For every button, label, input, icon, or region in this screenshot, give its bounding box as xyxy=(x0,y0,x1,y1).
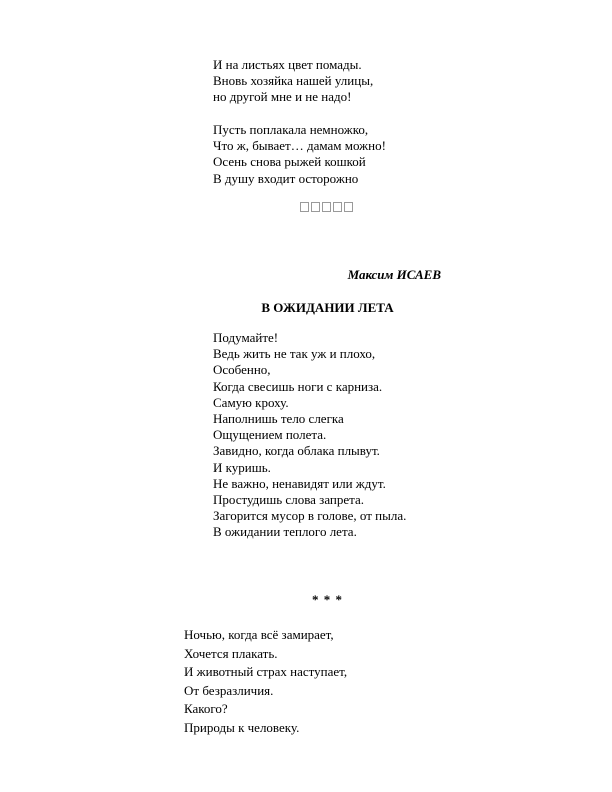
poem-line: И животный страх наступает, xyxy=(184,664,348,679)
poem-line: Подумайте! xyxy=(213,330,279,345)
section-separator: * * * xyxy=(312,592,343,607)
poem-line: Какого? xyxy=(184,701,228,716)
poem-line: И на листьях цвет помады. xyxy=(213,57,362,72)
poem-line: Когда свесишь ноги с карниза. xyxy=(213,378,383,394)
poem-line: Что ж, бывает… дамам можно! xyxy=(213,138,386,154)
author-name: Максим ИСАЕВ xyxy=(347,267,441,282)
poem-stanza xyxy=(184,626,347,737)
poem-stanza xyxy=(213,330,406,541)
missing-glyph-separator xyxy=(300,202,353,212)
poem-line: Завидно, когда облака плывут. xyxy=(213,443,380,459)
poem-stanza xyxy=(213,122,386,187)
poem-line: Самую кроху. xyxy=(213,394,289,410)
poem-line: И куришь. xyxy=(213,459,271,475)
poem-line: Особенно, xyxy=(213,362,271,378)
poem-line: Осень снова рыжей кошкой xyxy=(213,154,366,170)
poem-line: Загорится мусор в голове, от пыла. xyxy=(213,508,407,524)
poem-stanza xyxy=(213,57,373,106)
poem-title: В ОЖИДАНИИ ЛЕТА xyxy=(261,300,394,315)
poem-line: Хочется плакать. xyxy=(184,645,278,661)
poem-line: Не важно, ненавидят или ждут. xyxy=(213,475,386,491)
poem-line: Ночью, когда всё замирает, xyxy=(184,627,334,642)
missing-glyph-box xyxy=(300,202,309,212)
missing-glyph-box xyxy=(344,202,353,212)
missing-glyph-box xyxy=(333,202,342,212)
poem-line: Простудишь слова запрета. xyxy=(213,492,364,508)
poem-line: Ведь жить не так уж и плохо, xyxy=(213,346,376,362)
poem-line: Природы к человеку. xyxy=(184,719,300,735)
poem-line: Ощущением полета. xyxy=(213,427,327,443)
poem-line: Пусть поплакала немножко, xyxy=(213,122,369,137)
poem-line: Наполнишь тело слегка xyxy=(213,411,344,427)
poem-line: Вновь хозяйка нашей улицы, xyxy=(213,73,374,89)
missing-glyph-box xyxy=(322,202,331,212)
missing-glyph-box xyxy=(311,202,320,212)
poem-line: В ожидании теплого лета. xyxy=(213,524,357,540)
poem-line: От безразличия. xyxy=(184,682,274,698)
poem-line: но другой мне и не надо! xyxy=(213,89,352,105)
poem-line: В душу входит осторожно xyxy=(213,170,359,186)
